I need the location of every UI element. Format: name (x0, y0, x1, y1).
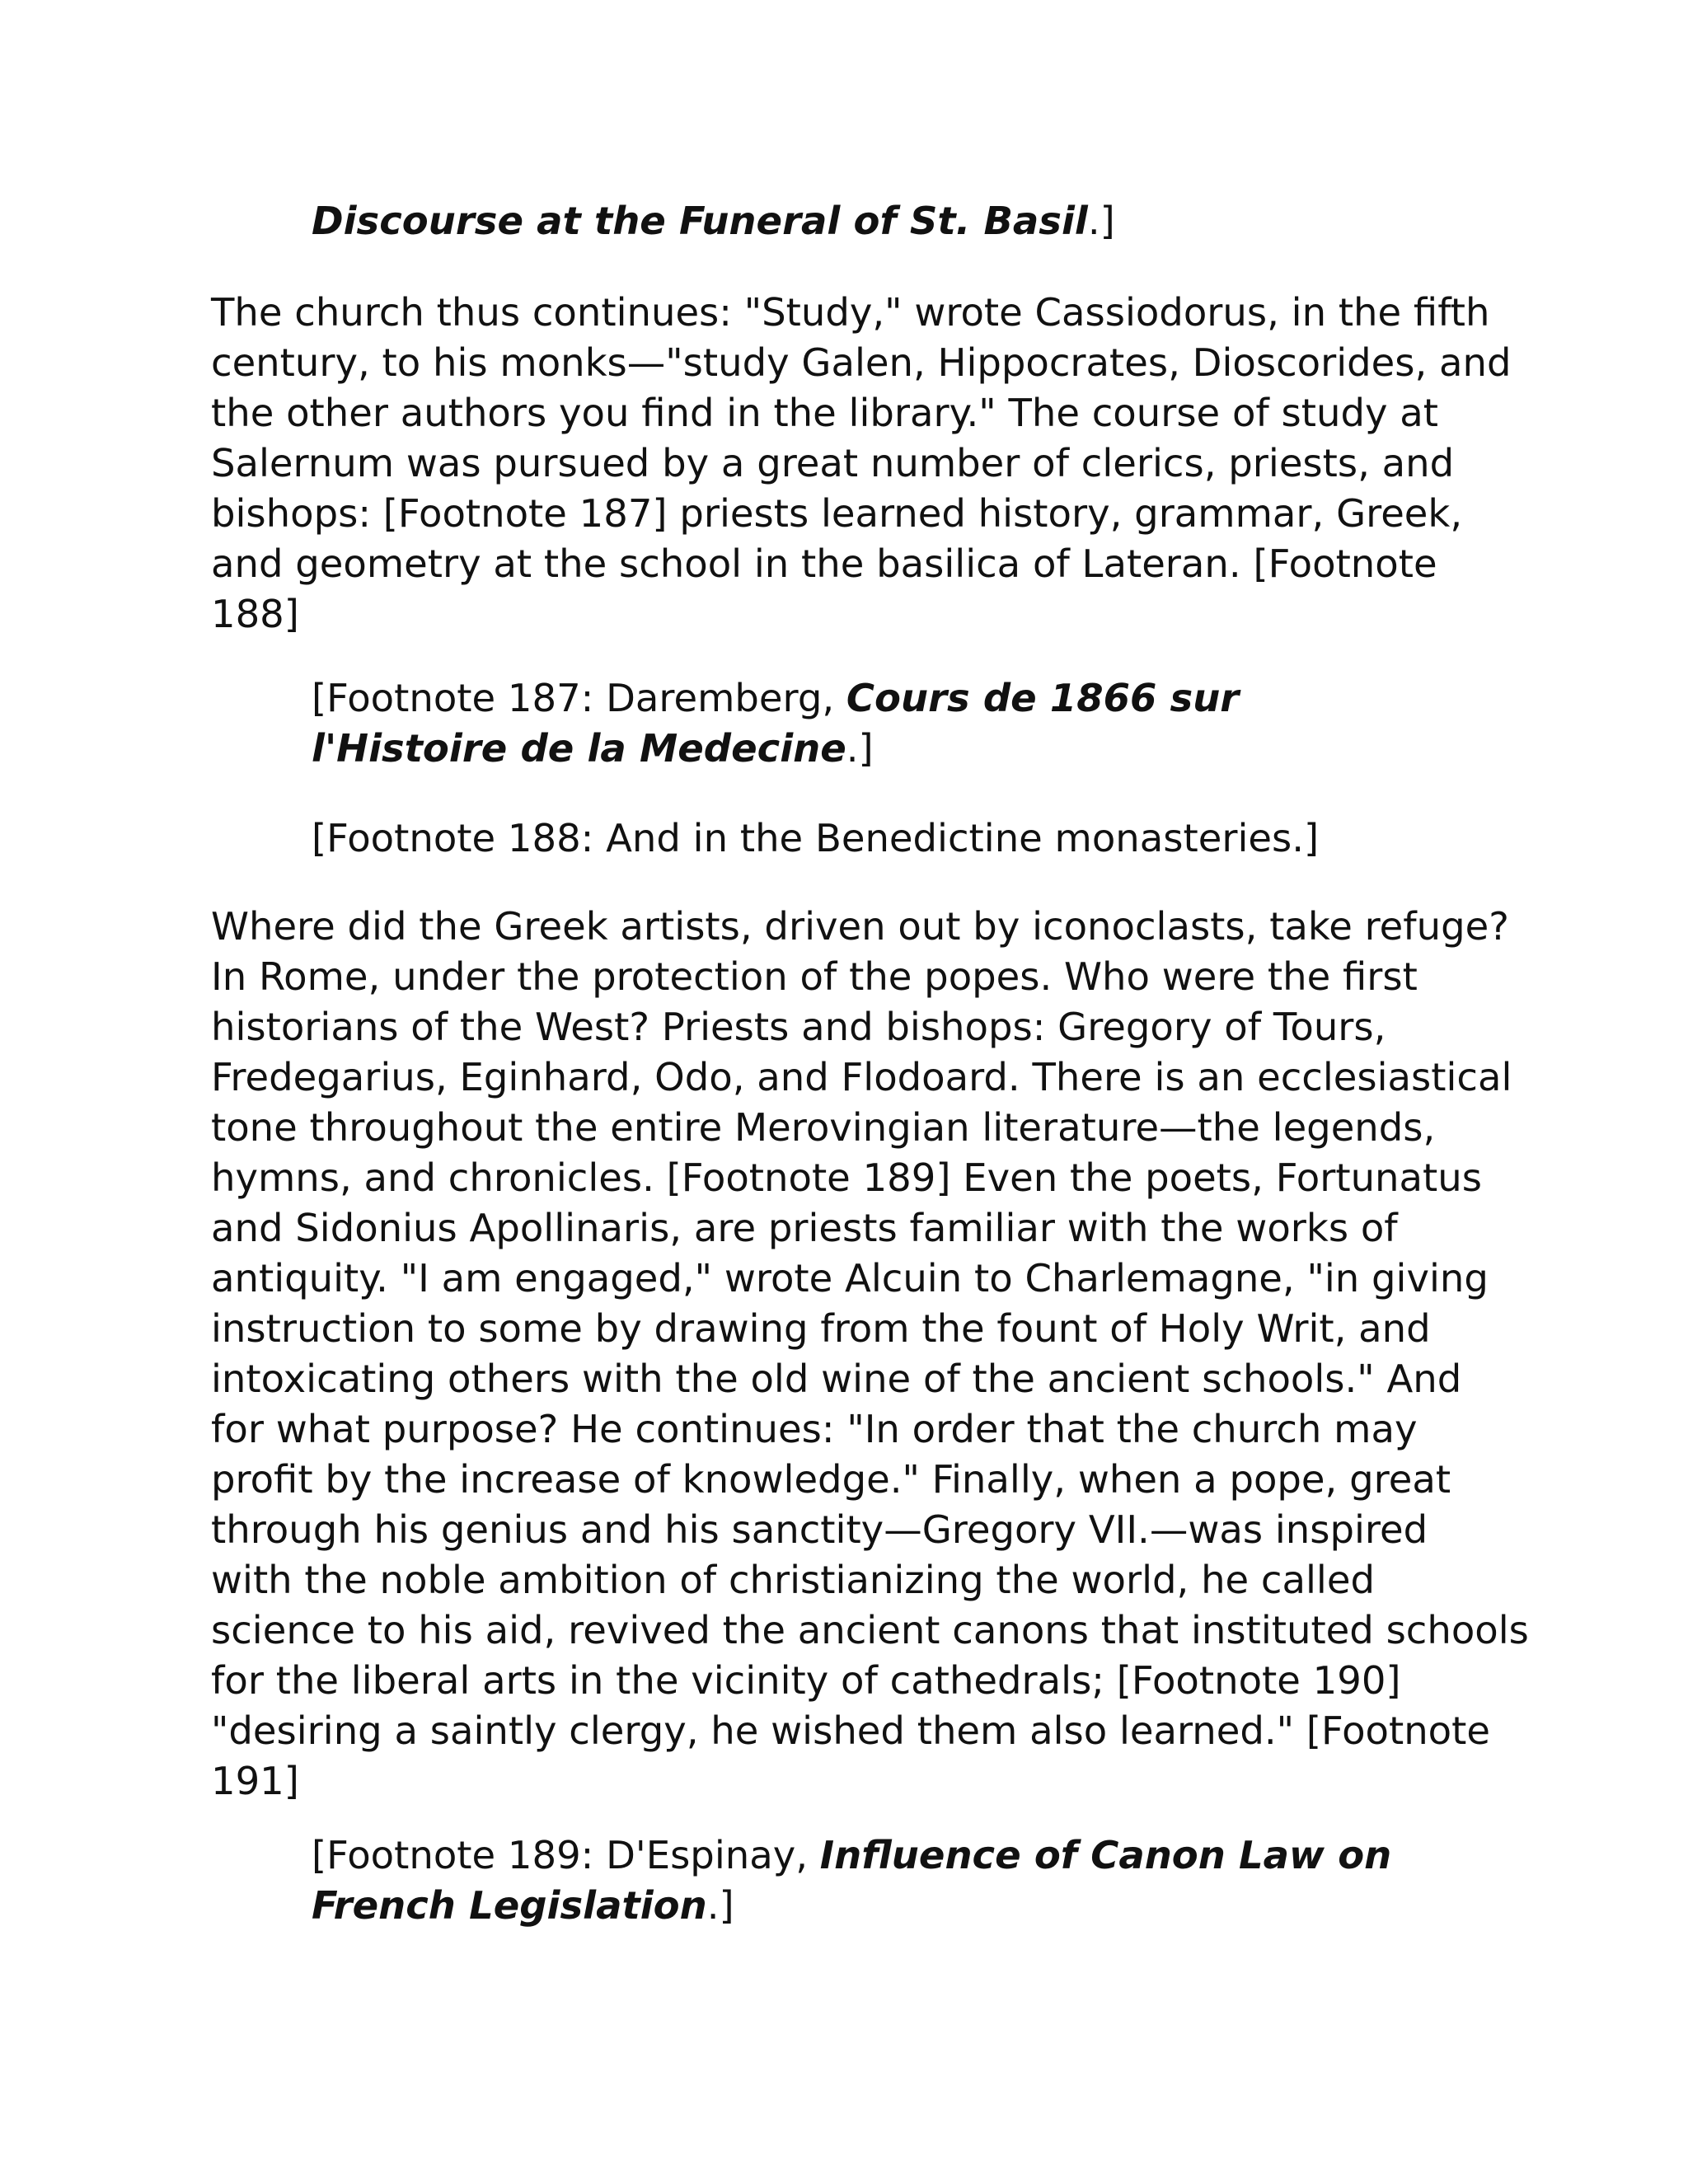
text-line: with the noble ambition of christianizing the world, he called (211, 1558, 1375, 1602)
footnote-189 (312, 1830, 1465, 1931)
text-line: Fredegarius, Eginhard, Odo, and Flodoard. There is an ecclesiastical (211, 1055, 1512, 1099)
footnote-close: .] (706, 1883, 734, 1928)
text-line: instruction to some by drawing from the fount of Holy Writ, and (211, 1306, 1431, 1351)
text-line: for the liberal arts in the vicinity of cathedrals; [Footnote 190] (211, 1658, 1401, 1703)
text-line: antiquity. "I am engaged," wrote Alcuin to Charlemagne, "in giving (211, 1256, 1489, 1301)
text-line: 191] (211, 1759, 299, 1803)
text-line: tone throughout the entire Merovingian literature—the legends, (211, 1105, 1436, 1150)
text-line: for what purpose? He continues: "In order that the church may (211, 1407, 1418, 1451)
text-line: the other authors you find in the library." The course of study at (211, 391, 1439, 435)
work-title-line-1: Cours de 1866 sur (846, 676, 1240, 720)
footnote-prefix: [Footnote 189: D'Espinay, (312, 1833, 820, 1877)
work-title: Discourse at the Funeral of St. Basil (312, 199, 1088, 243)
text-line: The church thus continues: "Study," wrote Cassiodorus, in the fifth (211, 290, 1490, 335)
text-line: In Rome, under the protection of the popes. Who were the first (211, 954, 1418, 999)
text-line: century, to his monks—"study Galen, Hippocrates, Dioscorides, and (211, 340, 1512, 385)
text-line: "desiring a saintly clergy, he wished them also learned." [Footnote (211, 1708, 1490, 1753)
footnote-text: [Footnote 188: And in the Benedictine monasteries.] (312, 816, 1320, 860)
text-line: Salernum was pursued by a great number of clerics, priests, and (211, 441, 1455, 485)
footnote-fragment-top (312, 196, 1465, 246)
paragraph-2 (211, 902, 1529, 1807)
footnote-187 (312, 673, 1465, 774)
work-title-line-2: French Legislation (312, 1883, 707, 1928)
text-line: through his genius and his sanctity—Gregory VII.—was inspired (211, 1507, 1428, 1552)
work-title-line-1: Influence of Canon Law on (819, 1833, 1392, 1877)
footnote-close: .] (1087, 199, 1115, 243)
work-title-line-2: l'Histoire de la Medecine (312, 726, 846, 771)
footnote-prefix: [Footnote 187: Daremberg, (312, 676, 846, 720)
paragraph-1 (211, 288, 1512, 640)
footnote-close: .] (846, 726, 874, 771)
text-line: bishops: [Footnote 187] priests learned history, grammar, Greek, (211, 491, 1463, 536)
text-line: Where did the Greek artists, driven out by iconoclasts, take refuge? (211, 904, 1509, 949)
text-line: and geometry at the school in the basilica of Lateran. [Footnote (211, 541, 1437, 586)
text-line: intoxicating others with the old wine of the ancient schools." And (211, 1357, 1462, 1401)
text-line: 188] (211, 592, 299, 636)
text-line: historians of the West? Priests and bishops: Gregory of Tours, (211, 1005, 1386, 1049)
text-line: hymns, and chronicles. [Footnote 189] Even the poets, Fortunatus (211, 1155, 1482, 1200)
footnote-188 (312, 813, 1465, 864)
text-line: science to his aid, revived the ancient canons that instituted schools (211, 1608, 1529, 1652)
text-line: profit by the increase of knowledge." Finally, when a pope, great (211, 1457, 1451, 1502)
text-line: and Sidonius Apollinaris, are priests familiar with the works of (211, 1206, 1398, 1250)
